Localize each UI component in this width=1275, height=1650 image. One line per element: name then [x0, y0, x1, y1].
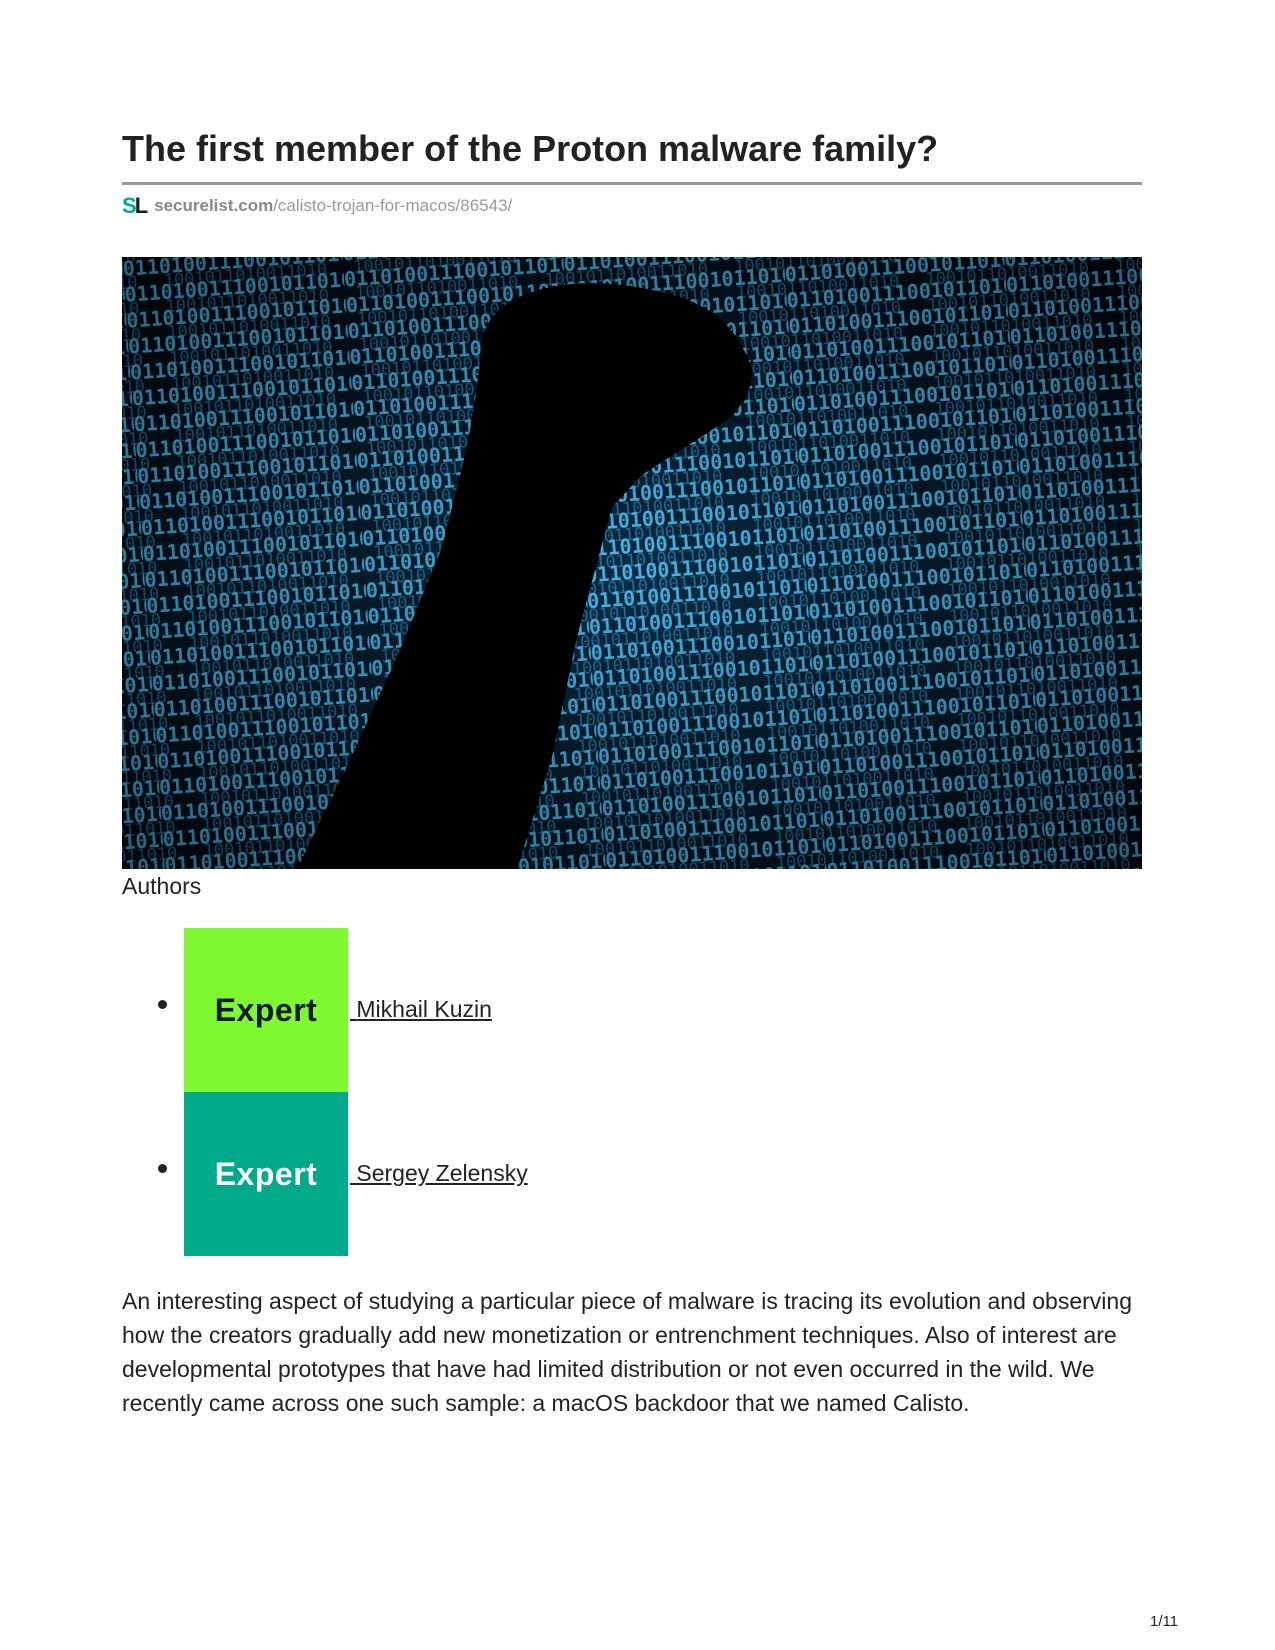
author-link-sergey-zelensky[interactable]: Sergey Zelensky — [356, 1160, 528, 1186]
expert-badge: Expert — [184, 1092, 348, 1256]
intro-paragraph: An interesting aspect of studying a particular piece of malware is tracing its evolution and observing how the creators gradually add new monetization or entrenchment techniques. Also of interest are developmental prototypes that have had limited distribution or not even occurred in the wild. We recently came across one such sample: a macOS backdoor that we named Calisto. — [122, 1288, 1132, 1416]
source-domain: securelist.com — [154, 196, 274, 215]
page-title: The first member of the Proton malware family? — [122, 128, 939, 169]
source-path: /calisto-trojan-for-macos/86543/ — [273, 196, 513, 215]
author-list — [122, 928, 822, 1256]
author-link-mikhail-kuzin[interactable]: Mikhail Kuzin — [356, 996, 492, 1022]
page-number: 1/11 — [1150, 1613, 1179, 1630]
authors-label: Authors — [122, 873, 202, 899]
securelist-logo-icon: SL — [122, 193, 147, 218]
hero-image — [122, 257, 1142, 869]
bullet-icon — [158, 1164, 167, 1173]
author-item — [122, 928, 822, 1092]
source-link[interactable] — [122, 195, 512, 217]
expert-badge: Expert — [184, 928, 348, 1092]
title-divider — [122, 182, 1142, 185]
bullet-icon — [158, 1000, 167, 1009]
author-item — [122, 1092, 822, 1256]
